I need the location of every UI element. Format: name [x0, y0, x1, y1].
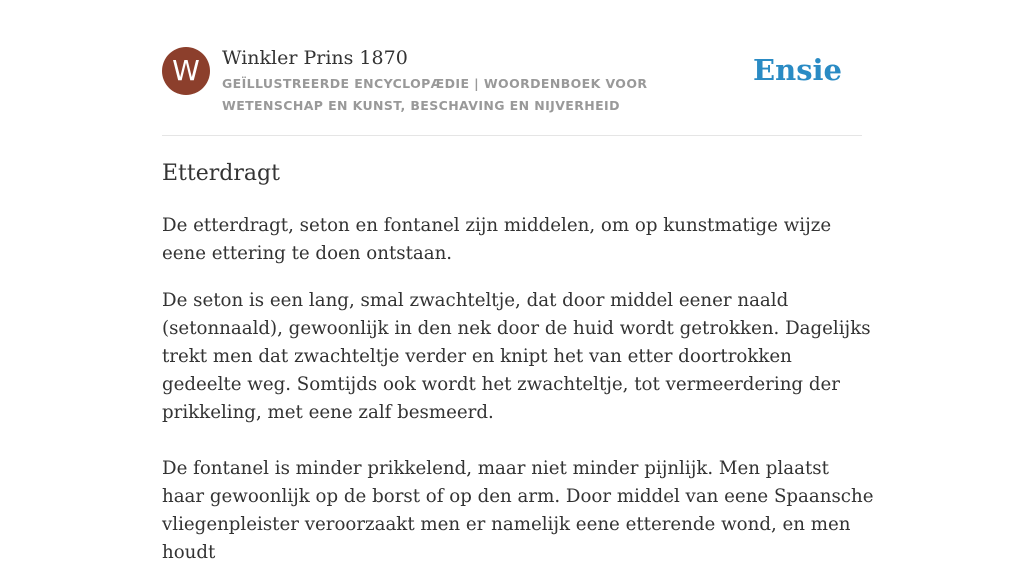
source-header: [162, 46, 862, 136]
brand-logo[interactable]: Ensie: [753, 53, 842, 87]
article-paragraph: De seton is een lang, smal zwachteltje, dat door middel eener naald (setonnaald), gewoonlijk in den nek door de huid wordt getrokken. Dagelijks trekt men dat zwachteltje verder en knipt het van etter doortrokken gedeelte weg. Somtijds ook wordt het zwachteltje, tot vermeerdering der prikkeling, met eene zalf besmeerd.: [162, 290, 871, 423]
source-title[interactable]: Winkler Prins 1870: [222, 47, 408, 69]
article-paragraph: De fontanel is minder prikkelend, maar niet minder pijnlijk. Men plaatst haar gewoonlijk op de borst of op den arm. Door middel van eene Spaansche vliegenpleister veroorzaakt men er namelijk eene etterende wond, en men houdt: [162, 458, 874, 563]
article: [162, 156, 874, 567]
source-subtitle: GEÏLLUSTREERDE ENCYCLOPÆDIE | WOORDENBOEK VOOR WETENSCHAP EN KUNST, BESCHAVING EN NIJVERHEID: [222, 76, 648, 113]
page-title: Etterdragt: [162, 161, 280, 186]
avatar[interactable]: W: [162, 47, 210, 95]
article-paragraph: De etterdragt, seton en fontanel zijn middelen, om op kunstmatige wijze eene ettering te doen ontstaan.: [162, 215, 832, 264]
